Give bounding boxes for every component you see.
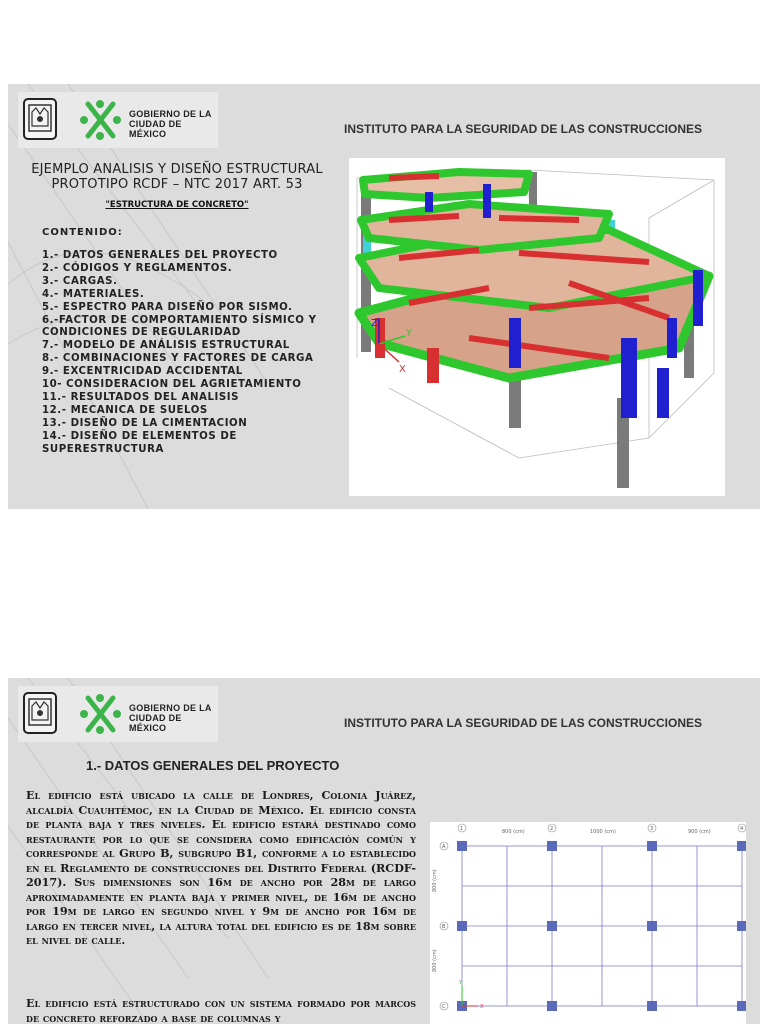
plan-col-label: 2 bbox=[550, 826, 554, 832]
slide-general-data bbox=[8, 678, 760, 1024]
cdmx-emblem-icon bbox=[80, 694, 121, 734]
contents-item: 7.- MODELO DE ANÁLISIS ESTRUCTURAL bbox=[42, 340, 290, 352]
institute-title: INSTITUTO PARA LA SEGURIDAD DE LAS CONSTRUCCIONES bbox=[344, 716, 703, 730]
coat-of-arms-icon bbox=[24, 693, 56, 733]
logo-text bbox=[129, 703, 218, 733]
plan-row-label: B bbox=[442, 924, 446, 930]
cdmx-emblem-icon bbox=[80, 100, 121, 140]
slide-cover bbox=[8, 84, 760, 509]
plan-axis-x-label: X bbox=[480, 1004, 484, 1010]
cover-title-line2: PROTOTIPO RCDF – NTC 2017 ART. 53 bbox=[51, 177, 303, 192]
logo-text-line2: CIUDAD DE MÉXICO bbox=[129, 713, 182, 733]
institute-title: INSTITUTO PARA LA SEGURIDAD DE LAS CONSTRUCCIONES bbox=[344, 122, 703, 136]
contents-item: 6.-FACTOR DE COMPORTAMIENTO SÍSMICO Y bbox=[42, 314, 317, 326]
floor-plan-grid bbox=[430, 822, 746, 1024]
contents-item: 10- CONSIDERACION DEL AGRIETAMIENTO bbox=[42, 379, 302, 391]
contents-item: 11.- RESULTADOS DEL ANALISIS bbox=[42, 391, 239, 403]
logo-text-line1: GOBIERNO DE LA bbox=[129, 703, 212, 713]
plan-row-label: C bbox=[442, 1004, 446, 1010]
structural-model-3d bbox=[349, 158, 725, 496]
plan-side-dim: 800 (cm) bbox=[432, 949, 438, 972]
structural-model-image bbox=[349, 158, 725, 496]
contents-item: SUPERESTRUCTURA bbox=[42, 443, 164, 455]
section-heading: 1.- DATOS GENERALES DEL PROYECTO bbox=[86, 758, 340, 773]
logo-text-line2: CIUDAD DE MÉXICO bbox=[129, 119, 182, 139]
contents-item: 13.- DISEÑO DE LA CIMENTACION bbox=[42, 417, 248, 429]
axis-z-label: Z bbox=[371, 318, 378, 329]
contents-item: 14.- DISEÑO DE ELEMENTOS DE bbox=[42, 430, 237, 442]
plan-grid-lines bbox=[462, 846, 742, 1006]
cover-title bbox=[16, 162, 338, 192]
cover-subtitle: "ESTRUCTURA DE CONCRETO" bbox=[105, 200, 249, 210]
project-description-paragraph: El edificio está ubicado la calle de Londres, Colonia Juárez, alcaldía Cuauhtémoc, en la Ciudad de México. El edificio consta de planta baja y tres niveles. El edificio estará destinado como restaurante por lo que se considera como edificación común y corresponde al Grupo B, subgrupo B1, conforme a lo establecido en el Reglamento de construcciones del Distrito Federal (RCDF-2017). Sus dimensiones son 16m de ancho por 28m de largo aproximadamente en planta baja y primer nivel, de 16m de ancho por 19m de largo en segundo nivel y 9m de ancho por 16m de largo en tercer nivel, la altura total del edificio es de 18m sobre el nivel de calle. bbox=[26, 788, 416, 947]
contents-item: CONDICIONES DE REGULARIDAD bbox=[42, 327, 241, 339]
contents-item: 4.- MATERIALES. bbox=[42, 288, 145, 300]
plan-axis-y-label: Y bbox=[459, 980, 463, 986]
plan-dim-label: 800 (cm) bbox=[502, 829, 525, 835]
plan-col-label: 1 bbox=[460, 826, 464, 832]
axis-x-label: X bbox=[399, 364, 406, 375]
coat-of-arms-icon bbox=[24, 99, 56, 139]
plan-col-label: 4 bbox=[740, 826, 744, 832]
contents-item: 8.- COMBINACIONES Y FACTORES DE CARGA bbox=[42, 353, 314, 365]
structure-description-paragraph: El edificio está estructurado con un sistema formado por marcos de concreto reforzado a base de columnas y bbox=[26, 996, 416, 1024]
contents-list bbox=[42, 250, 342, 457]
cover-title-line1: EJEMPLO ANALISIS Y DISEÑO ESTRUCTURAL bbox=[31, 162, 323, 177]
plan-row-label: A bbox=[442, 844, 446, 850]
government-logo bbox=[18, 686, 218, 742]
axis-y-label: Y bbox=[406, 328, 413, 339]
contents-item: 2.- CÓDIGOS Y REGLAMENTOS. bbox=[42, 262, 233, 274]
government-logo bbox=[18, 92, 218, 148]
contents-item: 12.- MECANICA DE SUELOS bbox=[42, 404, 208, 416]
logo-text-line1: GOBIERNO DE LA bbox=[129, 109, 212, 119]
plan-column-bubbles bbox=[440, 824, 746, 1010]
contents-label: CONTENIDO: bbox=[42, 227, 123, 238]
contents-item: 1.- DATOS GENERALES DEL PROYECTO bbox=[42, 250, 278, 261]
contents-item: 3.- CARGAS. bbox=[42, 275, 118, 287]
plan-col-label: 3 bbox=[650, 826, 654, 832]
plan-side-dim: 800 (cm) bbox=[432, 869, 438, 892]
logo-text bbox=[129, 109, 218, 139]
plan-dim-label: 1000 (cm) bbox=[590, 829, 616, 835]
floor-plan-image bbox=[430, 822, 746, 1024]
contents-item: 9.- EXCENTRICIDAD ACCIDENTAL bbox=[42, 366, 243, 378]
plan-dim-label: 900 (cm) bbox=[688, 829, 711, 835]
contents-item: 5.- ESPECTRO PARA DISEÑO POR SISMO. bbox=[42, 301, 293, 313]
